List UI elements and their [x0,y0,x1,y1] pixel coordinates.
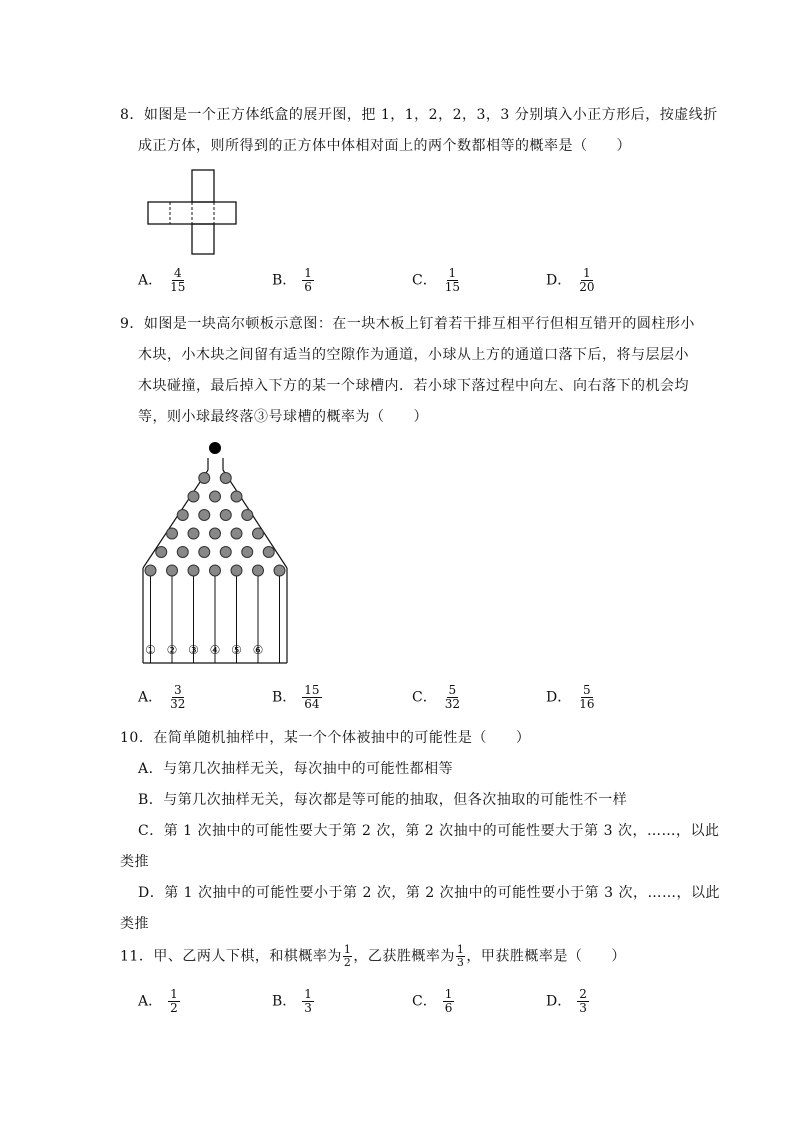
peg [274,565,285,576]
peg [156,547,167,558]
q9-option-c[interactable]: C． $\frac{5}{32}$ [412,683,460,711]
peg [167,528,178,539]
q10-option-b[interactable]: B．与第几次抽样无关，每次都是等可能的抽取，但各次抽取的可能性不一样 [138,792,628,808]
peg [210,528,221,539]
q10-option-c-line2: 类推 [120,854,149,870]
net-top-square [192,170,214,202]
peg [177,510,188,521]
q8-stem-line1: 8．如图是一个正方体纸盒的展开图，把 1，1，2，2，3，3 分别填入小正方形后，按虚线折 [120,107,718,123]
q9-stem-line4: 等，则小球最终落③号球槽的概率为（ ） [138,409,428,425]
slot-label: ① [145,643,156,657]
q8-option-c[interactable]: C． $\frac{1}{15}$ [412,266,460,294]
slot-label: ④ [209,643,221,657]
q8-option-d[interactable]: D． $\frac{1}{20}$ [546,266,595,294]
peg [253,565,264,576]
peg [231,528,242,539]
falling-ball [209,442,221,454]
cube-net-figure [140,165,250,260]
peg [263,547,274,558]
q8-option-b[interactable]: B． $\frac{1}{6}$ [272,266,312,294]
peg [199,473,210,484]
q9-option-a[interactable]: A． $\frac{3}{32}$ [138,683,186,711]
q9-option-b[interactable]: B． $\frac{15}{64}$ [272,683,320,711]
q9-option-d[interactable]: D． $\frac{5}{16}$ [546,683,595,711]
net-bottom-square [192,224,214,254]
peg [167,565,178,576]
q9-stem-line1: 9．如图是一块高尔顿板示意图：在一块木板上钉着若干排互相平行但相互错开的圆柱形小 [120,316,695,332]
peg [188,565,199,576]
q10-option-c-line1[interactable]: C．第 1 次抽中的可能性要大于第 2 次，第 2 次抽中的可能性要大于第 3 次，……，以此 [138,823,720,839]
q9-stem-line3: 木块碰撞，最后掉入下方的某一个球槽内．若小球下落过程中向左、向右落下的机会均 [138,378,689,394]
q11-option-a[interactable]: A． $\frac{1}{2}$ [138,987,178,1015]
peg [220,473,231,484]
galton-board-figure [135,438,305,670]
q9-stem-line2: 木块，小木块之间留有适当的空隙作为通道，小球从上方的通道口落下后，将与层层小 [138,347,689,363]
peg [253,528,264,539]
board-right-slope [223,470,287,568]
peg [242,510,253,521]
slot-label: ⑥ [252,643,264,657]
peg [188,491,199,502]
q10-stem: 10．在简单随机抽样中，某一个个体被抽中的可能性是（ ） [120,730,531,746]
q11-yi-win-prob: $\frac{1}{3}$ [456,943,465,969]
q11-option-b[interactable]: B． $\frac{1}{3}$ [272,987,312,1015]
peg [177,547,188,558]
slot-label: ③ [188,643,199,657]
peg [210,491,221,502]
q10-option-d-line2: 类推 [120,916,149,932]
peg [210,565,221,576]
q11-stem: 11．甲、乙两人下棋，和棋概率为 $\frac{1}{2}$ ，乙获胜概率为 $\frac{1}{3}$ ，甲获胜概率是（ ） [120,943,626,969]
peg [220,510,231,521]
q8-option-a[interactable]: A． $\frac{4}{15}$ [138,266,186,294]
peg [188,528,199,539]
peg [199,547,210,558]
q11-draw-prob: $\frac{1}{2}$ [343,943,352,969]
board-left-slope [143,470,208,568]
slot-label: ⑤ [231,643,242,657]
q10-option-d-line1[interactable]: D．第 1 次抽中的可能性要小于第 2 次，第 2 次抽中的可能性要小于第 3 次，……，以此 [138,885,720,901]
q11-option-c[interactable]: C． $\frac{1}{6}$ [412,987,453,1015]
peg [199,510,210,521]
peg [231,491,242,502]
q11-option-d[interactable]: D． $\frac{2}{3}$ [546,987,587,1015]
peg [242,547,253,558]
q8-stem-line2: 成正方体，则所得到的正方体中体相对面上的两个数都相等的概率是（ ） [138,138,631,154]
q10-option-a[interactable]: A．与第几次抽样无关，每次抽中的可能性都相等 [138,761,454,777]
slot-label: ② [166,643,178,657]
peg [220,547,231,558]
peg [145,565,156,576]
peg [231,565,242,576]
